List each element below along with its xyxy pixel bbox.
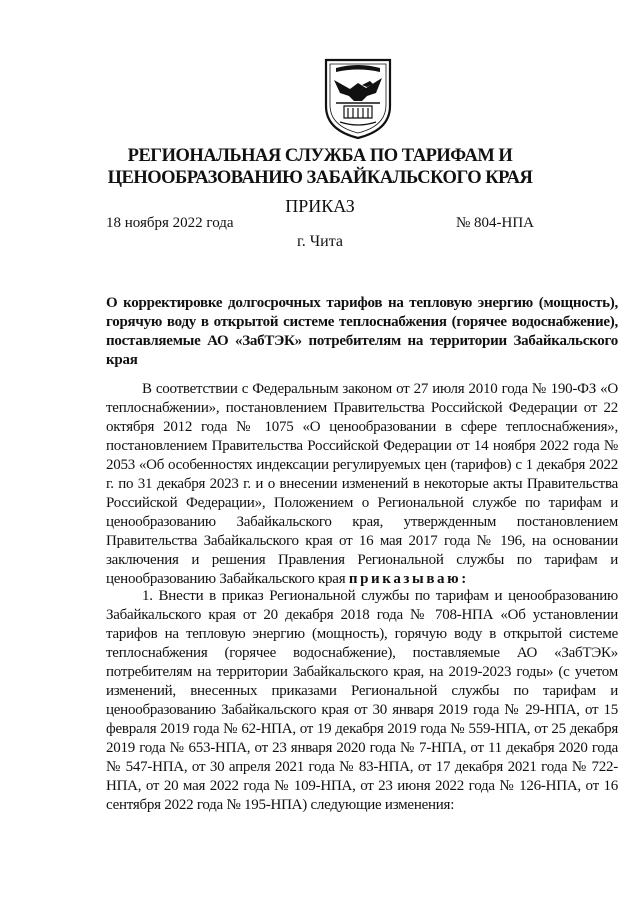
preamble-paragraph (106, 380, 618, 589)
paragraph-1: 1. Внести в приказ Региональной службы по тарифам и ценообразованию Забайкальского края от 20 декабря 2018 года № 708-НПА «Об установлении тарифов на тепловую энергию (мощность), горячую воду в открытой системе теплоснабжения (горячее водоснабжение), поставляемые АО «ЗабТЭК» потребителям на территории Забайкальского края, на 2019-2023 годы» (с учетом изменений, внесенных приказами Региональной службы по тарифам и ценообразованию Забайкальского края от 30 января 2019 года № 29-НПА, от 15 февраля 2019 года № 62-НПА, от 19 декабря 2019 года № 559-НПА, от 25 декабря 2019 года № 653-НПА, от 23 января 2020 года № 7-НПА, от 11 декабря 2020 года № 547-НПА, от 30 апреля 2021 года № 83-НПА, от 17 декабря 2021 года № 722-НПА, от 20 мая 2022 года № 109-НПА, от 23 июня 2022 года № 126-НПА, от 16 сентября 2022 года № 195-НПА) следующие изменения: (106, 588, 618, 813)
document-type: ПРИКАЗ (285, 196, 355, 216)
order-keyword: приказываю: (348, 571, 469, 587)
preamble-text: В соответствии с Федеральным законом от 27 июля 2010 года № 190-ФЗ «О теплоснабжении», постановлением Правительства Российской Федерации от 22 октября 2012 года № 1075 «О ценообразовании в сфере теплоснабжения», постановлением Правительства Российской Федерации от 14 ноября 2022 года № 2053 «Об особенностях индексации регулируемых цен (тарифов) с 1 декабря 2022 г. по 31 декабря 2023 г. и о внесении изменений в некоторые акты Правительства Российской Федерации», Положением о Региональной службе по тарифам и ценообразованию Забайкальского края, утвержденным постановлением Правительства Забайкальского края от 16 мая 2017 года № 196, на основании заключения и решения Правления Региональной службы по тарифам и ценообразованию Забайкальского края (106, 381, 618, 587)
organization-name-line-1: РЕГИОНАЛЬНАЯ СЛУЖБА ПО ТАРИФАМ И (127, 146, 513, 166)
organization-name-line-2: ЦЕНООБРАЗОВАНИЮ ЗАБАЙКАЛЬСКОГО КРАЯ (107, 168, 533, 188)
coat-of-arms-emblem (322, 56, 394, 140)
order-date: 18 ноября 2022 года (106, 215, 234, 231)
order-number: № 804-НПА (455, 215, 534, 231)
order-title: О корректировке долгосрочных тарифов на тепловую энергию (мощность), горячую воду в открытой системе теплоснабжения (горячее водоснабжение), поставляемые АО «ЗабТЭК» потребителям на территории Забайкальского края (106, 295, 618, 368)
city: г. Чита (296, 233, 343, 250)
